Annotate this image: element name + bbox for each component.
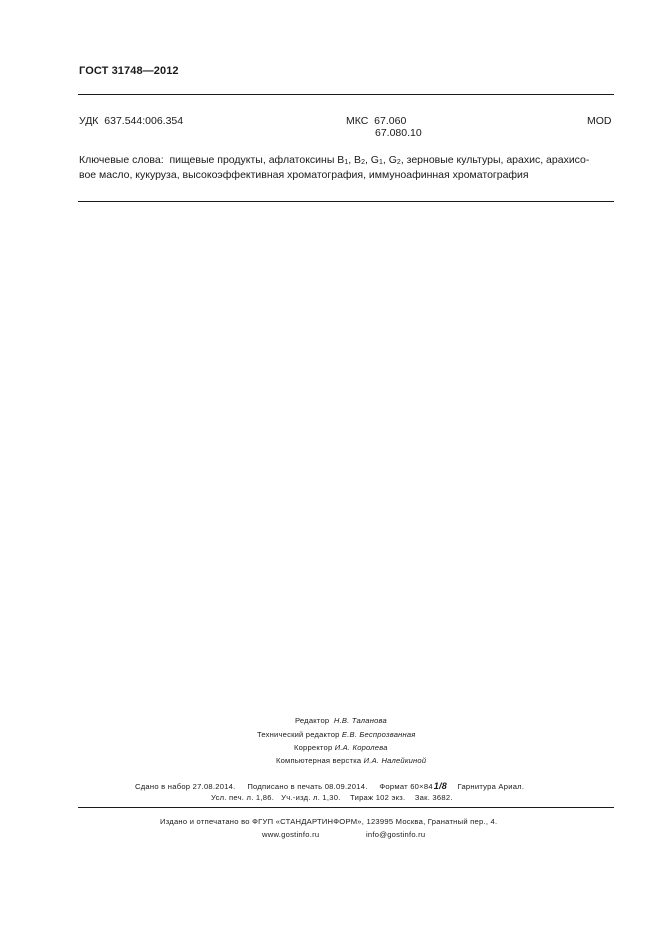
keywords-sep-1: , B bbox=[348, 154, 362, 166]
credit-person: Е.В. Беспрозванная bbox=[341, 730, 416, 739]
imprint-sent: Сдано в набор 27.08.2014. bbox=[135, 782, 236, 791]
keywords-text-2: , зерновые культуры, арахис, арахисо- bbox=[400, 154, 590, 166]
top-divider bbox=[78, 94, 614, 95]
credit-role: Корректор bbox=[294, 743, 333, 752]
publisher-line: Издано и отпечатано во ФГУП «СТАНДАРТИНФОРМ», 123995 Москва, Гранатный пер., 4. bbox=[160, 817, 498, 826]
keywords-label: Ключевые слова: bbox=[79, 154, 164, 166]
mks-code bbox=[346, 115, 406, 127]
imprint-signed: Подписано в печать 08.09.2014. bbox=[247, 782, 368, 791]
mod-label: MOD bbox=[587, 115, 612, 127]
credit-tech-editor bbox=[257, 730, 416, 739]
mks-value-1: 67.060 bbox=[374, 115, 407, 127]
imprint-print-sheets: Усл. печ. л. 1,86. bbox=[211, 793, 275, 802]
credit-person: И.А. Налейкиной bbox=[363, 756, 427, 765]
g1-subscript: 1 bbox=[378, 159, 383, 166]
standard-number: ГОСТ 31748—2012 bbox=[79, 65, 179, 77]
udk-label: УДК bbox=[79, 115, 99, 127]
imprint-line-1 bbox=[135, 781, 524, 791]
mks-label: МКС bbox=[346, 115, 369, 127]
mks-value-2: 67.080.10 bbox=[375, 127, 422, 139]
imprint-line-2 bbox=[211, 793, 453, 802]
imprint-pub-sheets: Уч.-изд. л. 1,30. bbox=[281, 793, 341, 802]
publisher-email: info@gostinfo.ru bbox=[366, 830, 426, 839]
b2-subscript: 2 bbox=[361, 159, 365, 166]
credit-layout bbox=[276, 756, 426, 765]
credit-person: И.А. Королева bbox=[334, 743, 388, 752]
keywords-text-1: пищевые продукты, афлатоксины B bbox=[169, 154, 345, 166]
publisher-website: www.gostinfo.ru bbox=[262, 830, 320, 839]
imprint-format: Формат 60×84 bbox=[379, 782, 433, 791]
keywords-line-2: вое масло, кукуруза, высокоэффективная хроматография, иммуноафинная хроматография bbox=[79, 169, 529, 181]
keywords-sep-2: , G bbox=[364, 154, 379, 166]
credit-role: Технический редактор bbox=[257, 730, 340, 739]
udk-code bbox=[79, 115, 183, 127]
imprint-order: Зак. 3682. bbox=[414, 793, 453, 802]
credit-person: Н.В. Таланова bbox=[333, 716, 387, 725]
b1-subscript: 1 bbox=[344, 159, 349, 166]
imprint-divider bbox=[78, 807, 614, 808]
imprint-format-fraction: 1/8 bbox=[433, 781, 448, 791]
udk-value: 637.544:006.354 bbox=[104, 115, 184, 127]
credit-proofreader bbox=[294, 743, 388, 752]
keywords-line-1 bbox=[79, 153, 614, 168]
keywords-sep-3: , G bbox=[382, 154, 397, 166]
imprint-circulation: Тираж 102 экз. bbox=[350, 793, 406, 802]
g2-subscript: 2 bbox=[396, 159, 401, 166]
credit-role: Редактор bbox=[295, 716, 330, 725]
credit-editor bbox=[295, 716, 387, 725]
keywords-divider bbox=[78, 201, 614, 202]
imprint-typeface: Гарнитура Ариал. bbox=[457, 782, 525, 791]
credit-role: Компьютерная верстка bbox=[276, 756, 362, 765]
keywords-block bbox=[79, 153, 614, 183]
